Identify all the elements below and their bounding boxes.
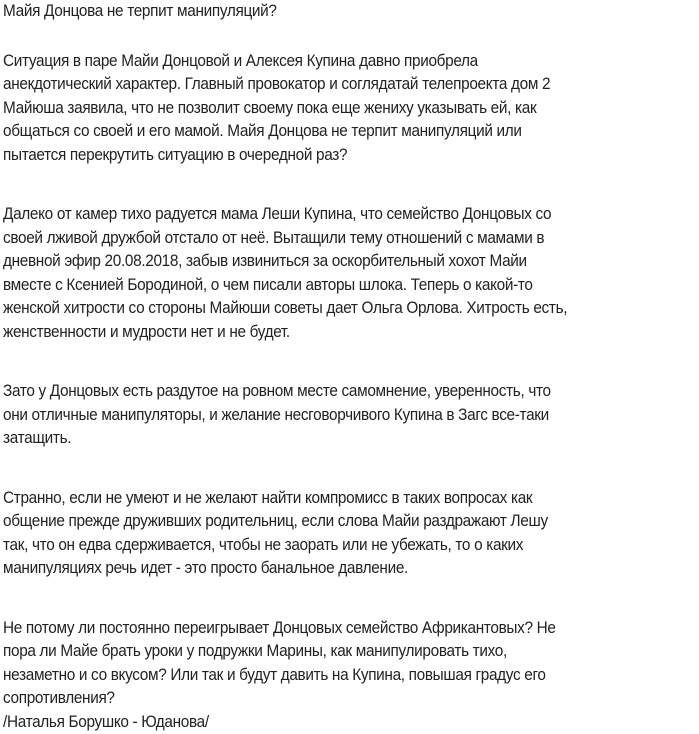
author-signature: /Наталья Борушко - Юданова/ xyxy=(3,711,650,734)
paragraph-line: женственности и мудрости нет и не будет. xyxy=(3,321,650,345)
article-paragraph xyxy=(3,487,699,581)
article-paragraph xyxy=(3,617,699,734)
paragraph-line: Далеко от камер тихо радуется мама Леши Купина, что семейство Донцовых со xyxy=(3,203,650,227)
paragraph-line: манипуляциях речь идет - это просто банальное давление. xyxy=(3,557,650,581)
article xyxy=(3,0,699,734)
article-title xyxy=(3,0,699,24)
article-body xyxy=(3,50,699,734)
paragraph-line: своей лживой дружбой отстало от неё. Вытащили тему отношений с мамами в xyxy=(3,227,650,251)
paragraph-line: они отличные манипуляторы, и желание несговорчивого Купина в Загс все-таки xyxy=(3,404,650,428)
paragraph-line: незаметно и со вкусом? Или так и будут давить на Купина, повышая градус его xyxy=(3,664,650,688)
paragraph-line: общаться со своей и его мамой. Майя Донцова не терпит манипуляций или xyxy=(3,120,650,144)
article-paragraph xyxy=(3,380,699,451)
paragraph-line: анекдотический характер. Главный провокатор и соглядатай телепроекта дом 2 xyxy=(3,73,650,97)
paragraph-line: пора ли Майе брать уроки у подружки Марины, как манипулировать тихо, xyxy=(3,640,650,664)
paragraph-line: вместе с Ксенией Бородиной, о чем писали авторы шлока. Теперь о какой-то xyxy=(3,274,650,298)
paragraph-line: затащить. xyxy=(3,427,650,451)
paragraph-line: сопротивления? xyxy=(3,687,650,711)
paragraph-line: пытается перекрутить ситуацию в очередной раз? xyxy=(3,144,650,168)
paragraph-line: Майюша заявила, что не позволит своему пока еще жениху указывать ей, как xyxy=(3,97,650,121)
paragraph-line: общение прежде друживших родительниц, если слова Майи раздражают Лешу xyxy=(3,510,650,534)
paragraph-line: Ситуация в паре Майи Донцовой и Алексея Купина давно приобрела xyxy=(3,50,650,74)
paragraph-line: Не потому ли постоянно переигрывает Донцовых семейство Африкантовых? Не xyxy=(3,617,650,641)
article-paragraph xyxy=(3,203,699,344)
paragraph-line: так, что он едва сдерживается, чтобы не заорать или не убежать, то о каких xyxy=(3,534,650,558)
paragraph-line: Странно, если не умеют и не желают найти компромисс в таких вопросах как xyxy=(3,487,650,511)
article-paragraph xyxy=(3,50,699,168)
paragraph-line: Зато у Донцовых есть раздутое на ровном месте самомнение, уверенность, что xyxy=(3,380,650,404)
paragraph-line: женской хитрости со стороны Майюши советы дает Ольга Орлова. Хитрость есть, xyxy=(3,297,650,321)
paragraph-line: дневной эфир 20.08.2018, забыв извиниться за оскорбительный хохот Майи xyxy=(3,250,650,274)
title-text: Майя Донцова не терпит манипуляций? xyxy=(3,0,650,24)
